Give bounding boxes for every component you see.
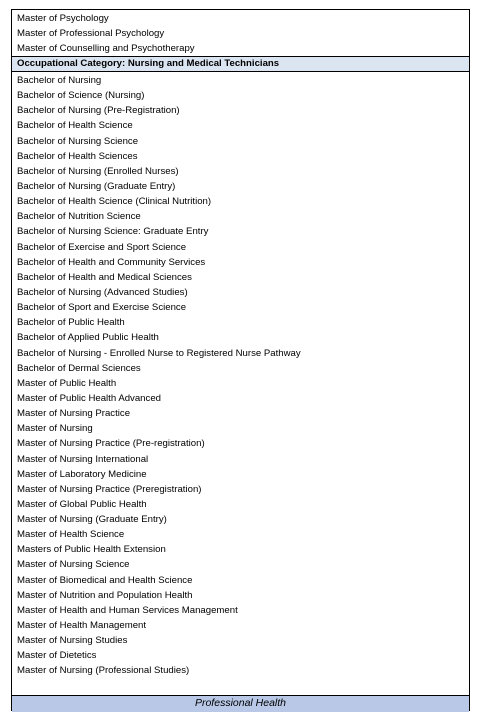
list-item: Master of Nursing (Professional Studies) <box>17 665 190 677</box>
list-item: Bachelor of Health Science (Clinical Nutrition) <box>17 196 212 208</box>
list-item: Bachelor of Science (Nursing) <box>17 90 145 102</box>
list-item: Bachelor of Nursing Science: Graduate Entry <box>17 226 209 238</box>
list-item: Bachelor of Public Health <box>17 317 125 329</box>
list-item: Master of Nursing (Graduate Entry) <box>17 514 167 526</box>
list-item: Master of Nursing Practice <box>17 408 131 420</box>
list-item: Bachelor of Applied Public Health <box>17 332 159 344</box>
list-item: Master of Health and Human Services Management <box>17 604 238 616</box>
category-header: Occupational Category: Nursing and Medical Technicians <box>12 56 469 72</box>
list-item: Master of Nursing Practice (Preregistration) <box>17 483 202 495</box>
list-item: Master of Nursing Science <box>17 559 130 571</box>
list-item: Bachelor of Nursing - Enrolled Nurse to Registered Nurse Pathway <box>17 347 301 359</box>
list-item: Master of Health Management <box>17 620 147 632</box>
footer-category-label: Professional Health <box>12 695 469 712</box>
list-item: Bachelor of Health Sciences <box>17 150 138 162</box>
list-item: Master of Laboratory Medicine <box>17 468 147 480</box>
list-item: Bachelor of Health and Community Services <box>17 256 206 268</box>
list-item: Master of Global Public Health <box>17 498 147 510</box>
list-item: Masters of Public Health Extension <box>17 544 166 556</box>
list-item: Master of Nutrition and Population Health <box>17 589 193 601</box>
list-item: Master of Nursing International <box>17 453 149 465</box>
list-item: Bachelor of Sport and Exercise Science <box>17 302 187 314</box>
list-item: Master of Nursing Practice (Pre-registration) <box>17 438 205 450</box>
list-item: Bachelor of Health Science <box>17 120 133 132</box>
list-item: Master of Psychology <box>17 13 109 24</box>
list-item: Bachelor of Exercise and Sport Science <box>17 241 187 253</box>
list-item: Master of Professional Psychology <box>17 28 165 40</box>
list-item: Bachelor of Nursing (Graduate Entry) <box>17 180 176 192</box>
list-item: Master of Counselling and Psychotherapy <box>17 43 195 55</box>
list-item: Bachelor of Nursing (Enrolled Nurses) <box>17 165 179 177</box>
list-item: Master of Dietetics <box>17 650 97 662</box>
list-item: Master of Health Science <box>17 529 125 541</box>
list-item: Bachelor of Nursing <box>17 75 102 86</box>
list-item: Bachelor of Nursing (Advanced Studies) <box>17 286 188 298</box>
list-item: Master of Nursing <box>17 423 93 435</box>
list-item: Master of Biomedical and Health Science <box>17 574 193 586</box>
list-item: Master of Public Health Advanced <box>17 392 161 404</box>
list-item: Bachelor of Nutrition Science <box>17 211 141 223</box>
degree-table <box>11 9 470 711</box>
list-item: Master of Nursing Studies <box>17 635 128 647</box>
list-item: Bachelor of Nursing (Pre-Registration) <box>17 105 180 117</box>
list-item: Bachelor of Dermal Sciences <box>17 362 141 374</box>
list-item: Bachelor of Nursing Science <box>17 135 139 147</box>
list-item: Master of Public Health <box>17 377 117 389</box>
list-item: Bachelor of Health and Medical Sciences <box>17 271 192 283</box>
